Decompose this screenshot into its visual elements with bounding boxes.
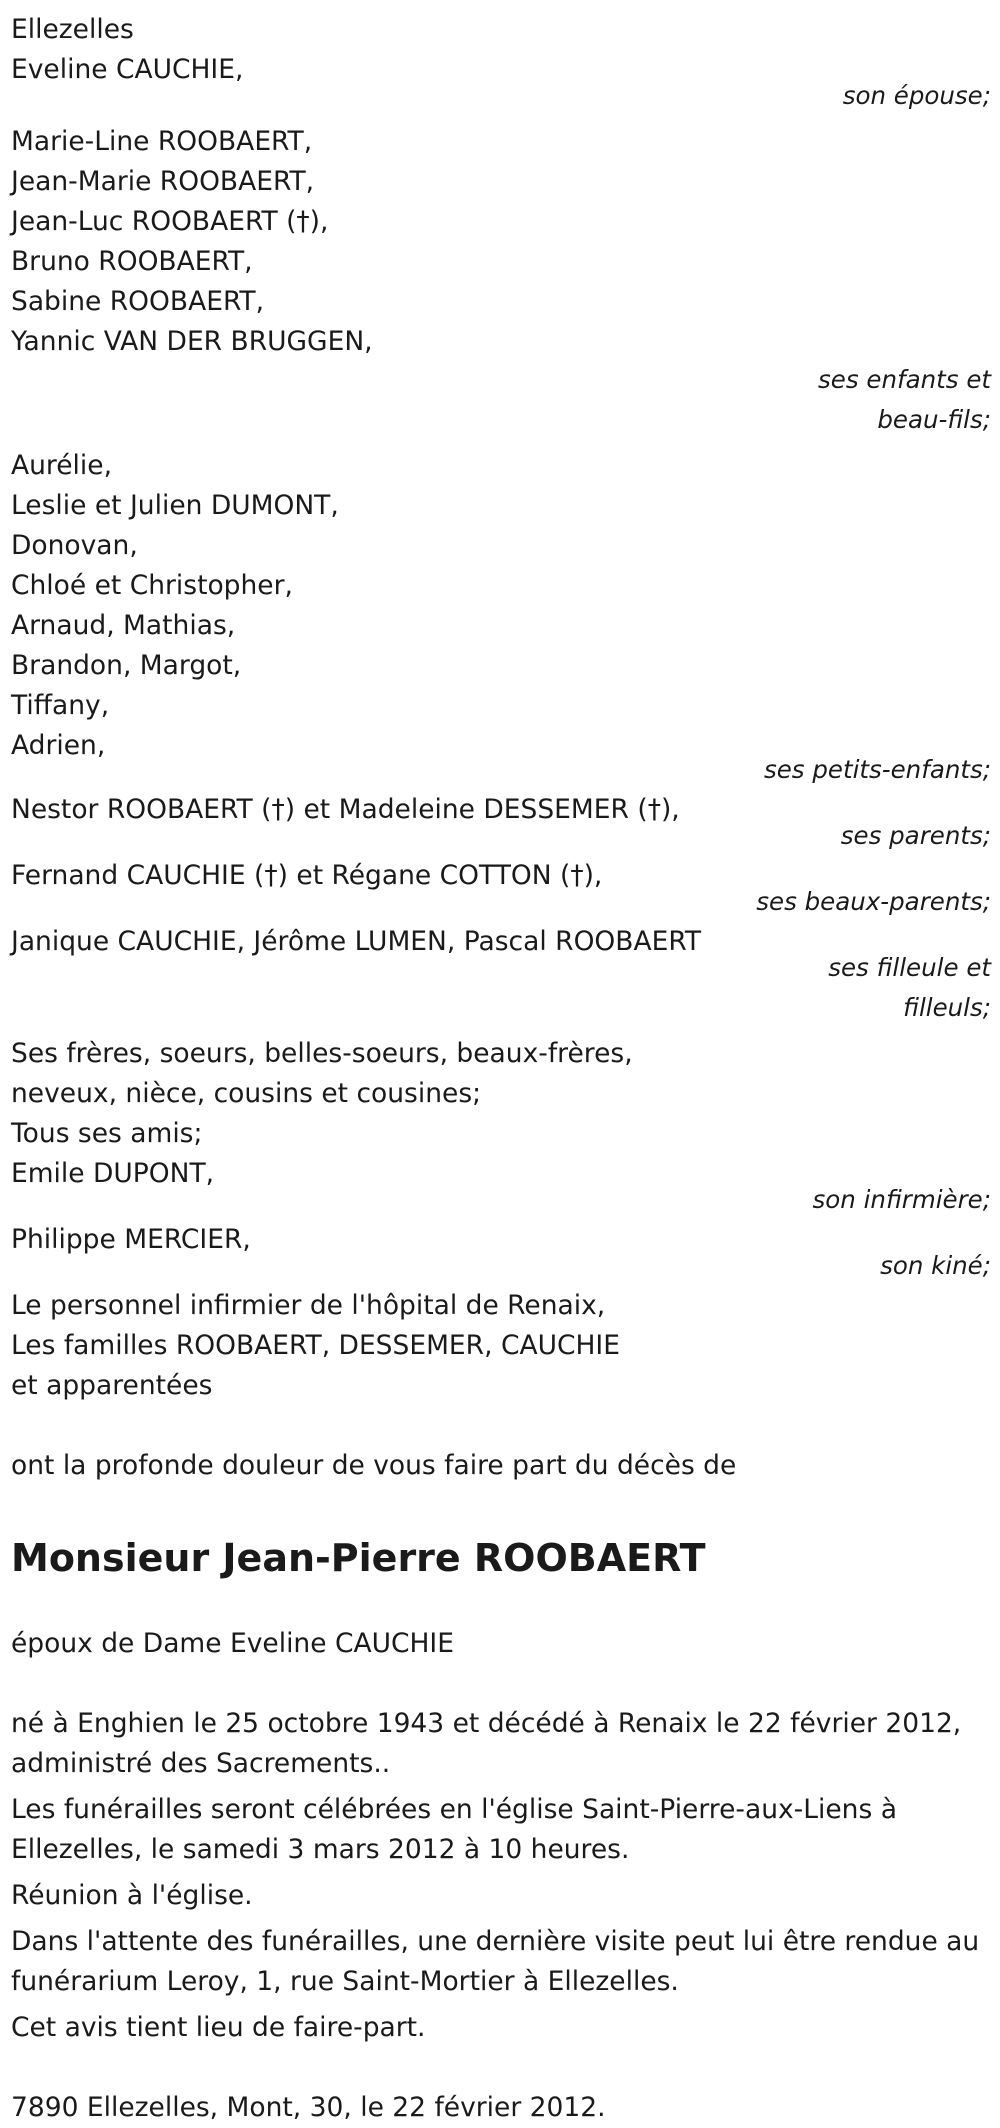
child-name: Jean-Marie ROOBAERT, (11, 166, 315, 197)
godchildren-role: ses filleule et (828, 953, 991, 982)
grandchild-name: Tiffany, (11, 690, 110, 721)
obituary-notice (11, 10, 991, 2128)
grandchildren-role: ses petits-enfants; (763, 755, 991, 784)
staff-line: Le personnel infirmier de l'hôpital de Renaix, (11, 1290, 606, 1321)
nurse-name: Emile DUPONT, (11, 1158, 215, 1189)
grandchild-name: Adrien, (11, 730, 106, 761)
visit-line: funérarium Leroy, 1, rue Saint-Mortier à Ellezelles. (11, 1966, 679, 1997)
godchildren-names: Janique CAUCHIE, Jérôme LUMEN, Pascal ROOBAERT (11, 926, 702, 957)
nurse-role: son infirmière; (812, 1185, 991, 1214)
footer-date-place: 7890 Ellezelles, Mont, 30, le 22 février 2012. (11, 2092, 606, 2123)
physio-block (11, 1220, 991, 1286)
family-line: Tous ses amis; (11, 1118, 203, 1149)
grandchildren-block (11, 446, 991, 790)
godchildren-role: filleuls; (903, 993, 991, 1022)
spouse-of: époux de Dame Eveline CAUCHIE (11, 1628, 454, 1659)
parents-names: Nestor ROOBAERT (†) et Madeleine DESSEMER (†), (11, 794, 680, 825)
in-laws-names: Fernand CAUCHIE (†) et Régane COTTON (†), (11, 860, 603, 891)
family-line: Ses frères, soeurs, belles-soeurs, beaux-frères, (11, 1038, 633, 1069)
spouse-name: Eveline CAUCHIE, (11, 54, 244, 85)
staff-line: Les familles ROOBAERT, DESSEMER, CAUCHIE (11, 1330, 620, 1361)
family-line: neveux, nièce, cousins et cousines; (11, 1078, 482, 1109)
funeral-line: Ellezelles, le samedi 3 mars 2012 à 10 heures. (11, 1834, 630, 1865)
deceased-name: Monsieur Jean-Pierre ROOBAERT (11, 1536, 706, 1580)
child-name: Yannic VAN DER BRUGGEN, (11, 326, 373, 357)
notice-line: Cet avis tient lieu de faire-part. (11, 2012, 426, 2043)
child-name: Bruno ROOBAERT, (11, 246, 253, 277)
announcement: ont la profonde douleur de vous faire part du décès de (11, 1450, 737, 1481)
godchildren-block (11, 922, 991, 1028)
parents-role: ses parents; (840, 821, 991, 850)
birth-death-line: né à Enghien le 25 octobre 1943 et décédé à Renaix le 22 février 2012, (11, 1708, 962, 1739)
staff-line: et apparentées (11, 1370, 213, 1401)
spouse-block (11, 50, 991, 116)
child-name: Jean-Luc ROOBAERT (†), (11, 206, 329, 237)
grandchild-name: Brandon, Margot, (11, 650, 242, 681)
children-role: ses enfants et (818, 365, 991, 394)
family-block (11, 1034, 991, 1220)
place-header: Ellezelles (11, 14, 134, 45)
grandchild-name: Arnaud, Mathias, (11, 610, 236, 641)
staff-block (11, 1286, 991, 1406)
visit-paragraph (11, 1922, 991, 2002)
meeting-paragraph (11, 1876, 991, 1916)
birth-death-line: administré des Sacrements.. (11, 1748, 391, 1779)
grandchild-name: Chloé et Christopher, (11, 570, 293, 601)
children-role: beau-fils; (877, 405, 991, 434)
grandchild-name: Aurélie, (11, 450, 112, 481)
funeral-paragraph (11, 1790, 991, 1870)
child-name: Sabine ROOBAERT, (11, 286, 265, 317)
birth-death-paragraph (11, 1704, 991, 1784)
child-name: Marie-Line ROOBAERT, (11, 126, 313, 157)
funeral-line: Les funérailles seront célébrées en l'église Saint-Pierre-aux-Liens à (11, 1794, 897, 1825)
in-laws-role: ses beaux-parents; (756, 887, 991, 916)
children-block (11, 122, 991, 440)
grandchild-name: Donovan, (11, 530, 138, 561)
meeting-line: Réunion à l'église. (11, 1880, 253, 1911)
grandchild-name: Leslie et Julien DUMONT, (11, 490, 339, 521)
parents-block (11, 790, 991, 856)
spouse-role: son épouse; (842, 81, 991, 110)
physio-name: Philippe MERCIER, (11, 1224, 251, 1255)
in-laws-block (11, 856, 991, 922)
notice-paragraph (11, 2008, 991, 2048)
physio-role: son kiné; (880, 1251, 991, 1280)
visit-line: Dans l'attente des funérailles, une dernière visite peut lui être rendue au (11, 1926, 980, 1957)
